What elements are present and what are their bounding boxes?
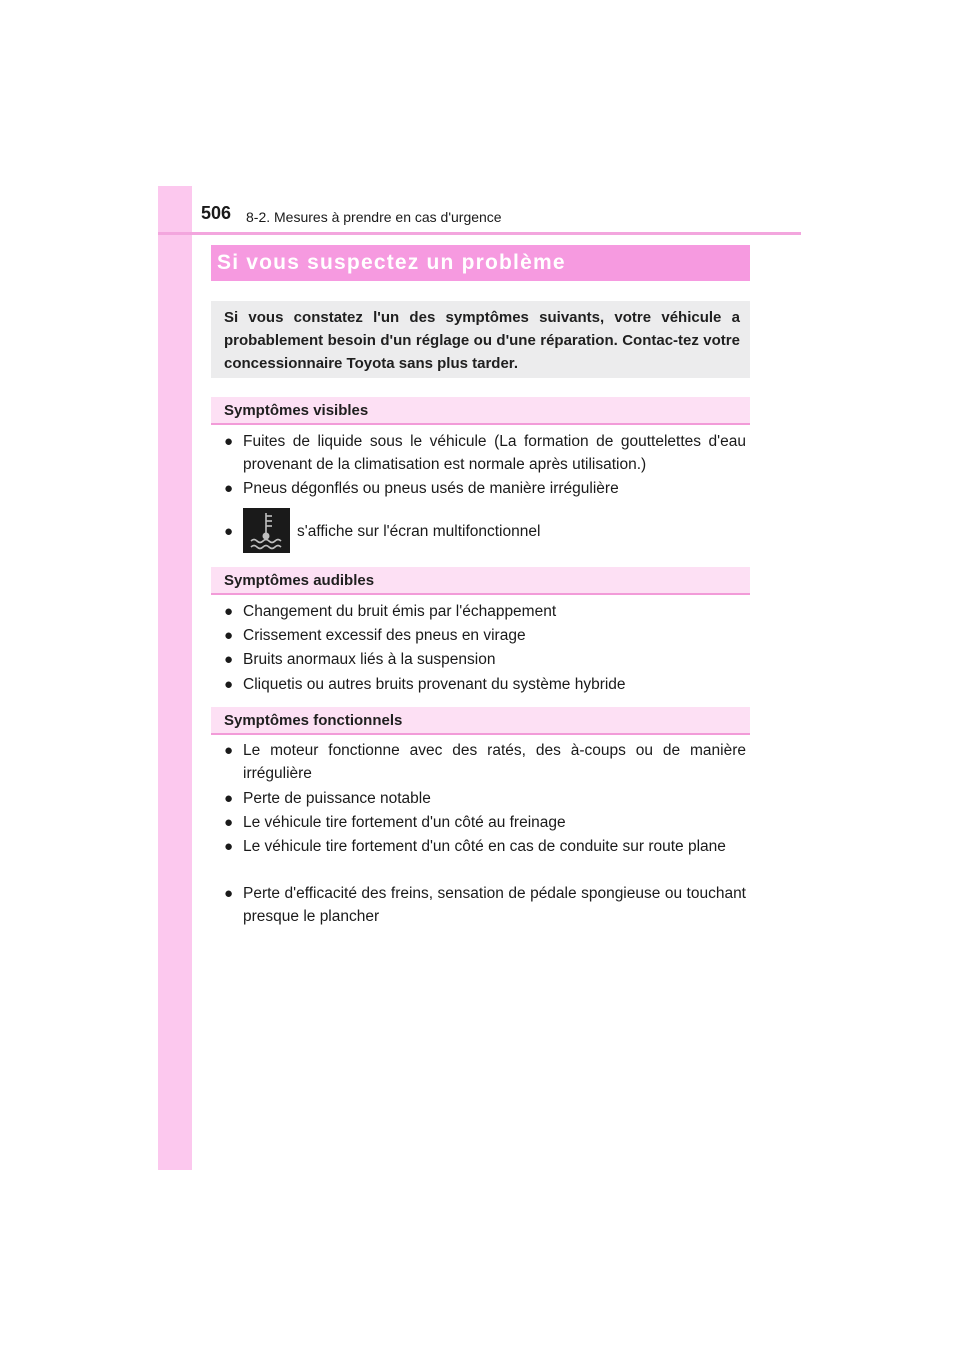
list-item-text: Changement du bruit émis par l'échappement: [243, 603, 557, 620]
subheading-label: Symptômes fonctionnels: [224, 712, 403, 729]
bullet-icon: ●: [224, 885, 234, 902]
bullet-icon: ●: [224, 523, 234, 540]
intro-text: Si vous constatez l'un des symptômes suivants, votre véhicule a probablement besoin d'un réglage ou d'une réparation. Contac-tez votre concessionnaire Toyota sans plus tarder.: [224, 309, 740, 372]
subheading-fonctionnels: [211, 707, 750, 735]
bullet-icon: ●: [224, 814, 234, 831]
subheading-audibles: [211, 567, 750, 595]
list-item-text: Le véhicule tire fortement d'un côté au freinage: [243, 814, 566, 831]
list-item-text: Cliquetis ou autres bruits provenant du système hybride: [243, 676, 626, 693]
subheading-label: Symptômes audibles: [224, 572, 375, 589]
engine-coolant-temperature-warning-icon: [243, 508, 290, 553]
page-number: 506: [201, 203, 232, 223]
header-rule: [158, 232, 801, 235]
subheading-label: Symptômes visibles: [224, 402, 369, 419]
list-item: [224, 882, 746, 928]
bullet-icon: ●: [224, 603, 234, 620]
list-item-text: Bruits anormaux liés à la suspension: [243, 651, 496, 668]
bullet-icon: ●: [224, 742, 234, 759]
list-item: [224, 811, 746, 834]
bullet-icon: ●: [224, 627, 234, 644]
bullet-icon: ●: [224, 790, 234, 807]
bullet-icon: ●: [224, 676, 234, 693]
list-item-text: Le moteur fonctionne avec des ratés, des à-coups ou de manière irrégulière: [243, 742, 746, 782]
list-item-text: Pneus dégonflés ou pneus usés de manière irrégulière: [243, 480, 619, 497]
list-item-text: Crissement excessif des pneus en virage: [243, 627, 526, 644]
bullet-icon: ●: [224, 433, 234, 450]
bullet-icon: ●: [224, 651, 234, 668]
list-item: [224, 477, 746, 500]
list-item-text: Le véhicule tire fortement d'un côté en cas de conduite sur route plane: [243, 838, 726, 855]
icon-item-text: s'affiche sur l'écran multifonctionnel: [297, 523, 541, 540]
intro-box: [211, 301, 750, 378]
list-item: [224, 624, 746, 647]
list-item: [224, 600, 746, 623]
list-item: [224, 673, 746, 696]
bullet-icon: ●: [224, 838, 234, 855]
list-item: [224, 430, 746, 476]
section-reference: 8-2. Mesures à prendre en cas d'urgence: [246, 209, 502, 225]
side-tab-bar: [158, 186, 192, 1170]
coolant-icon-graphic: [243, 508, 290, 553]
list-item-text: Perte de puissance notable: [243, 790, 431, 807]
list-item-text: Perte d'efficacité des freins, sensation de pédale spongieuse ou touchant presque le plancher: [243, 885, 746, 925]
list-item: [224, 835, 746, 858]
list-item-text: Fuites de liquide sous le véhicule (La formation de gouttelettes d'eau provenant de la climatisation est normale après utilisation.): [243, 433, 746, 473]
subheading-visibles: [211, 397, 750, 425]
section-title-band: [211, 245, 750, 281]
list-item: [224, 787, 746, 810]
bullet-icon: ●: [224, 480, 234, 497]
section-title: Si vous suspectez un problème: [217, 251, 566, 274]
list-item: [224, 648, 746, 671]
list-item: [224, 739, 746, 785]
